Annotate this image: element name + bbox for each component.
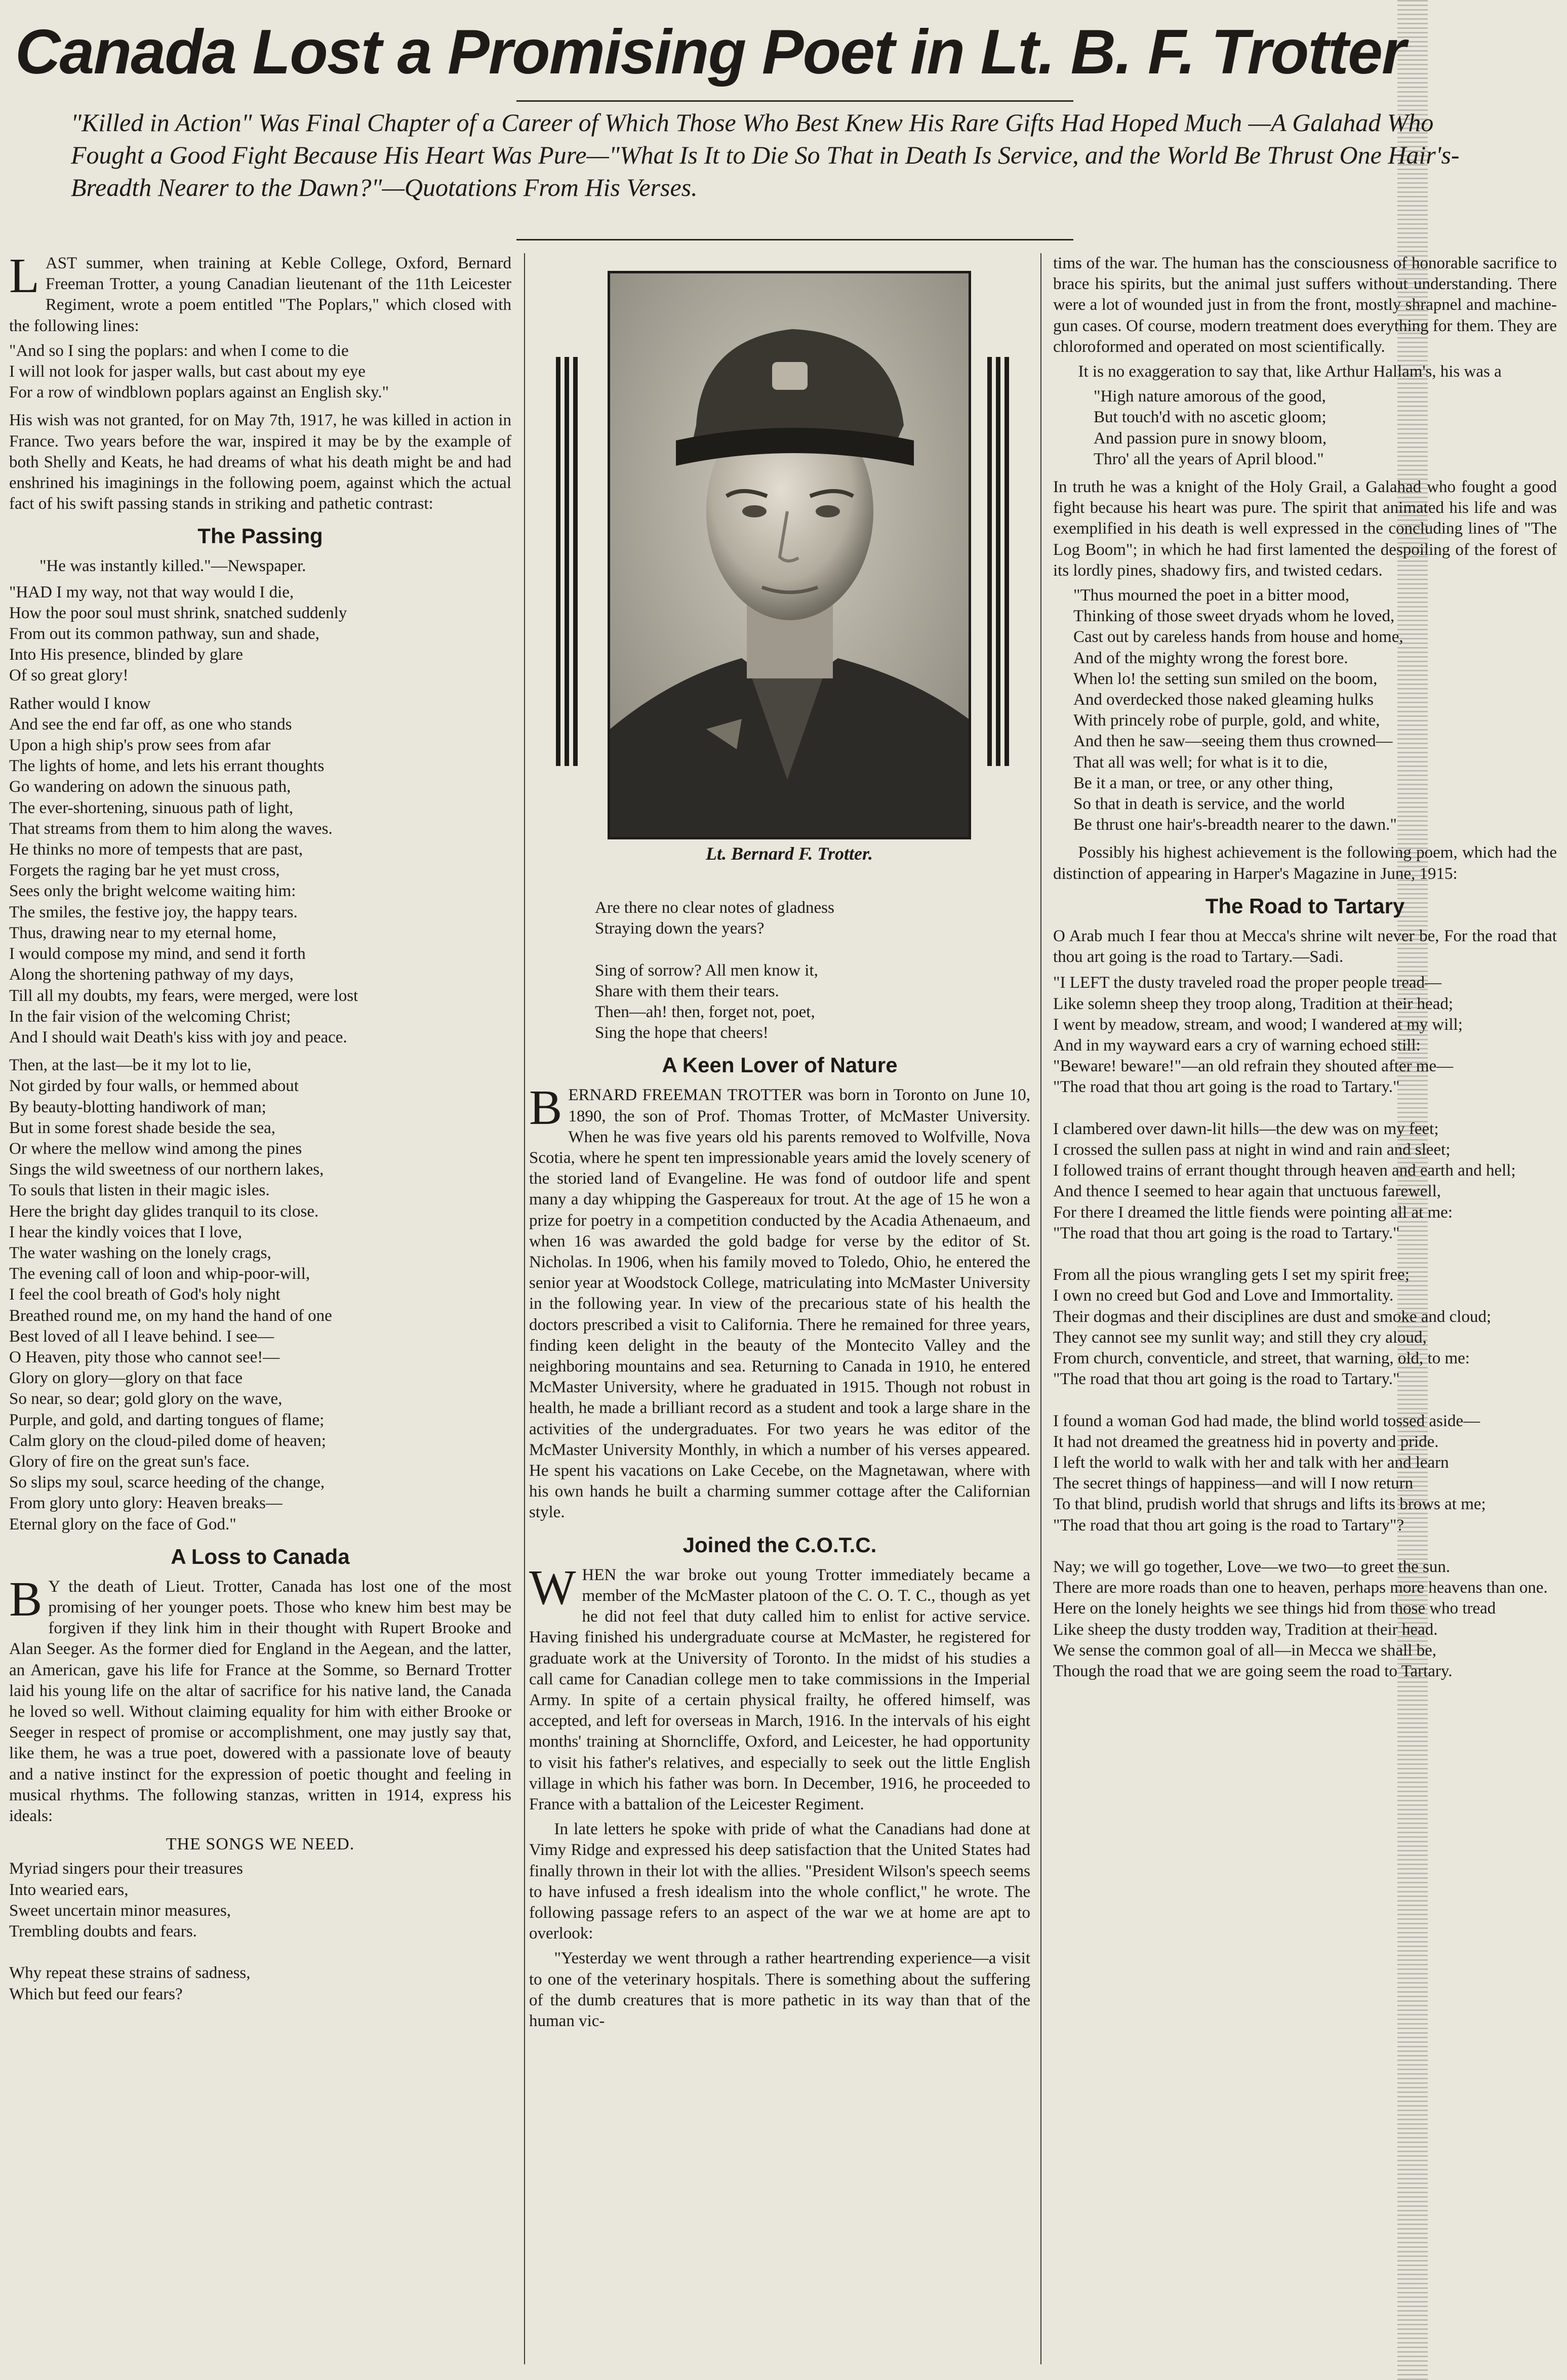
verse-line [1053,1390,1557,1410]
nature-paragraph: BERNARD FREEMAN TROTTER was born in Toronto on June 10, 1890, the son of Prof. Thomas Trotter, of McMaster University. When he was five years old his parents removed to Wolfville, Nova Scotia, where he spent ten impressionable years amid the lovely scenery of the storied land of Evangeline. He was fond of outdoor life and spent many a day whipping the Gaspereaux for trout. At the age of 15 he won a prize for poetry in a competition conducted by the Acadia Athenaeum, and when 16 was awarded the gold badge for verse by the editor of St. Nicholas. In 1906, when his family moved to Toledo, Ohio, he entered the senior year at Woodstock College, matriculating into McMaster University in the following year. In view of the precarious state of his health the doctors prescribed a visit to California. There he remained for three years, finding keen delight in the beauty of the Montecito Valley and the neighboring mountains and sea. Returning to Canada in 1910, he entered McMaster University, where he graduated in 1915. Though not robust in health, he made a brilliant record as a student and took a large share in the activities of the undergraduates. For two years he was editor of the McMaster University Monthly, in which a number of his verses appeared. He spent his vacations on Lake Cecebe, on the Magnetawan, where with his own hands he built a charming summer cottage after the Californian style. [529,1080,1030,1522]
headline: Canada Lost a Promising Poet in Lt. B. F. Trotter [15,17,1405,87]
verse-line: Trembling doubts and fears. [9,1922,197,1941]
poplars-verse [9,341,511,404]
verse-line: Thro' all the years of April blood." [1094,450,1324,468]
verse-line: We sense the common goal of all—in Mecca we shall be, [1053,1641,1437,1660]
verse-line: To that blind, prudish world that shrugs and lifts its brows at me; [1053,1495,1486,1514]
verse-line: And of the mighty wrong the forest bore. [1073,649,1348,667]
verse-line: "The road that thou art going is the road to Tartary." [1053,1370,1400,1389]
verse-line: "The road that thou art going is the road to Tartary." [1053,1224,1400,1242]
section-heading-cotc: Joined the C.O.T.C. [682,1532,877,1557]
verse-line: But in some forest shade beside the sea, [9,1118,276,1137]
soldier-portrait-image [610,273,969,837]
verse-line: Like sheep the dusty trodden way, Tradition at their head. [1053,1620,1438,1639]
verse-line: Of so great glory! [9,666,129,685]
column-separator-1 [524,253,525,2364]
column-2 [529,894,1030,2374]
verse-line: "HAD I my way, not that way would I die, [9,583,294,601]
verse-line: Myriad singers pour their treasures [9,1860,243,1878]
portrait-photo [608,271,971,839]
verse-line: Sing the hope that cheers! [595,1024,769,1042]
verse-line: "High nature amorous of the good, [1094,387,1326,406]
verse-line: I left the world to walk with her and talk with her and learn [1053,1453,1449,1472]
verse-line: He thinks no more of tempests that are past, [9,840,303,859]
passing-epigraph: "He was instantly killed."—Newspaper. [39,557,306,576]
verse-line: I own no creed but God and Love and Immortality. [1053,1286,1394,1305]
log-boom-verse [1073,585,1557,835]
column-1 [9,253,511,2374]
verse-line: Upon a high ship's prow sees from afar [9,736,271,755]
section-heading-loss: A Loss to Canada [171,1544,350,1568]
drop-cap: W [529,1560,576,1615]
verse-line: The smiles, the festive joy, the happy tears. [9,903,298,921]
verse-line: I followed trains of errant thought through heaven and earth and hell; [1053,1161,1516,1180]
verse-line: In the fair vision of the welcoming Christ; [9,1007,291,1026]
verse-line: Nay; we will go together, Love—we two—to greet the sun. [1053,1557,1451,1576]
verse-line: The water washing on the lonely crags, [9,1243,271,1262]
verse-line: I crossed the sullen pass at night in wind and rain and sleet; [1053,1140,1451,1159]
verse-line: Be it a man, or tree, or any other thing, [1073,774,1334,792]
passing-stanza-2 [9,694,511,1048]
verse-line: Forgets the raging bar he yet must cross, [9,861,280,880]
verse-line: "Thus mourned the poet in a bitter mood, [1073,586,1350,605]
verse-line: I hear the kindly voices that I love, [9,1223,243,1241]
verse-line: Though the road that we are going seem the road to Tartary. [1053,1662,1453,1680]
verse-line: Then—ah! then, forget not, poet, [595,1003,815,1022]
verse-line: Into His presence, blinded by glare [9,646,243,664]
verse-line: Why repeat these strains of sadness, [9,1964,251,1983]
cotc-paragraph: WHEN the war broke out young Trotter immediately became a member of the McMaster platoon of the C. O. T. C., though as yet he did not feel that duty called him to enlist for active service. Having finished his undergraduate course at McMaster, he registered for graduate work at the University of Toronto. In the midst of his studies a call came for Canadian college men to take commissions in the Imperial Army. In spite of a certain physical frailty, he offered himself, was accepted, and left for overseas in March, 1916. In the intervals of his eight months' training at Shorncliffe, Oxford, and Leicester, he had opportunity to visit his father's relatives, and especially to seek out the little English village in which his father was born. In December, 1916, he proceeded to France with a battalion of the Leicester Regiment. [529,1560,1030,1813]
section-heading-nature: A Keen Lover of Nature [662,1053,898,1077]
verse-line: With princely robe of purple, gold, and white, [1073,711,1380,730]
verse-line: By beauty-blotting handiwork of man; [9,1098,266,1116]
passing-stanza-3 [9,1055,511,1535]
verse-line: Breathed round me, on my hand the hand of one [9,1306,332,1325]
verse-line: Which but feed our fears? [9,1985,183,2003]
verse-line: That streams from them to him along the waves. [9,819,333,838]
verse-line: For a row of windblown poplars against an English sky." [9,383,389,402]
verse-line: Share with them their tears. [595,982,779,1000]
verse-line: And thence I seemed to hear again that unctuous farewell, [1053,1182,1441,1201]
verse-line: It had not dreamed the greatness hid in poverty and pride. [1053,1432,1439,1451]
drop-cap: B [9,1571,43,1627]
verse-line: "The road that thou art going is the road to Tartary." [1053,1078,1400,1097]
songs-title: THE SONGS WE NEED. [166,1835,355,1854]
verse-line: And in my wayward ears a cry of warning echoed still: [1053,1036,1421,1055]
verse-line: Glory of fire on the great sun's face. [9,1452,250,1471]
column-separator-2 [1040,253,1041,2364]
verse-line: Calm glory on the cloud-piled dome of heaven; [9,1431,326,1450]
quote-continued: tims of the war. The human has the consciousness of honorable sacrifice to brace his spirits, but the animal just suffers without understanding. There were a lot of wounded just in from the front, mostly shrapnel and machine-gun cases. Of course, modern treatment does everything for them. They are chloroformed and operated on most scientifically. [1053,254,1557,356]
verse-line: To souls that listen in their magic isles. [9,1181,270,1200]
verse-line: "I LEFT the dusty traveled road the proper people tread— [1053,974,1442,992]
verse-line [1053,1244,1557,1265]
verse-line: Go wandering on adown the sinuous path, [9,778,291,796]
verse-line: And I should wait Death's kiss with joy and peace. [9,1028,347,1046]
verse-line: I found a woman God had made, the blind world tossed aside— [1053,1411,1480,1430]
verse-line [1053,1098,1557,1119]
verse-line: The evening call of loon and whip-poor-will, [9,1265,310,1283]
verse-line: I clambered over dawn-lit hills—the dew was on my feet; [1053,1119,1439,1138]
verse-line: Here on the lonely heights we see things hid from those who tread [1053,1599,1496,1618]
verse-line: The lights of home, and lets his errant thoughts [9,757,325,776]
verse-line: Eternal glory on the face of God." [9,1515,236,1534]
harpers-paragraph: Possibly his highest achievement is the following poem, which had the distinction of appearing in Harper's Magazine in June, 1915: [1053,843,1557,883]
column-3 [1053,253,1557,2374]
hallam-paragraph: It is no exaggeration to say that, like Arthur Hallam's, his was a [1078,362,1502,381]
verse-line: The secret things of happiness—and will I now return [1053,1474,1414,1493]
verse-line: From all the pious wrangling gets I set my spirit free; [1053,1266,1410,1284]
verse-line: Thus, drawing near to my eternal home, [9,923,276,942]
verse-line: How the poor soul must shrink, snatched suddenly [9,603,347,622]
verse-line [9,1942,511,1963]
hallam-verse [1094,386,1557,470]
wish-paragraph: His wish was not granted, for on May 7th, 1917, he was killed in action in France. Two years before the war, inspired it may be by the example of both Shelly and Keats, he had dreams of what his death might be and had enshrined his imaginings in the following poem, against which the actual fact of his swift passing stands in striking and pathetic contrast: [9,411,511,513]
loss-paragraph: B Y the death of Lieut. Trotter, Canada has lost one of the most promising of her younger poets. Those who knew him best may be forgiven if they link him in their thought with Rupert Brooke and Alan Seeger. As the former died for England in the Aegean, and the latter, an American, gave his life for France at the Somme, so Bernard Trotter laid his young life on the altar of sacrifice for his native land, the Canada he loved so well. Without claiming equality for him with either Brooke or Seeger in respect of promise or accomplishment, one may justly say that, like them, he was a true poet, dowered with a passionate love of beauty and a native instinct for the expression of poetic thought and feeling in musical rhythms. The following stanzas, written in 1914, express his ideals: [9,1571,511,1826]
section-heading-passing: The Passing [197,524,323,548]
tartary-epigraph: O Arab much I fear thou at Mecca's shrine wilt never be, For the road that thou art going is the road to Tartary.—Sadi. [1053,926,1557,966]
verse-line: Purple, and gold, and darting tongues of flame; [9,1410,325,1429]
verse-line: "Beware! beware!"—an old refrain they shouted after me— [1053,1057,1454,1076]
verse-line: So near, so dear; gold glory on the wave, [9,1390,283,1408]
deck-top-rule [516,100,1073,102]
verse-line: Are there no clear notes of gladness [595,899,834,917]
verse-line: Into wearied ears, [9,1880,129,1899]
verse-line: I would compose my mind, and send it forth [9,945,306,963]
verse-line: Best loved of all I leave behind. I see— [9,1327,274,1346]
verse-line: Sings the wild sweetness of our northern lakes, [9,1160,324,1179]
verse-line: Rather would I know [9,694,151,713]
deck-subhead: "Killed in Action" Was Final Chapter of a Career of Which Those Who Best Knew His Rare Gifts Had Hoped Much —A Galahad Who Fought a Good Fight Because His Heart Was Pure—"What Is It to Die So That in Death Is Service, and the World Be Thrust One Hair's-Breadth Nearer to the Dawn?"—Quotations From His Verses. [71,108,1460,201]
decorative-bars-right [987,357,1014,766]
verse-line: Cast out by careless hands from house and home, [1073,628,1403,647]
verse-line: And then he saw—seeing them thus crowned— [1073,732,1393,751]
verse-line: They cannot see my sunlit way; and still they cry aloud, [1053,1328,1427,1347]
songs-verse-continued [595,898,1030,1043]
verse-line: And passion pure in snowy bloom, [1094,429,1327,448]
drop-cap: B [529,1080,562,1136]
deck-bottom-rule [516,239,1073,240]
verse-line [595,939,1030,960]
verse-line: Thinking of those sweet dryads whom he loved, [1073,607,1395,626]
verse-line: "And so I sing the poplars: and when I come to die [9,341,349,360]
verse-line: O Heaven, pity those who cannot see!— [9,1348,280,1366]
verse-line: And see the end far off, as one who stands [9,715,292,734]
verse-line: Then, at the last—be it my lot to lie, [9,1056,252,1075]
verse-line: Their dogmas and their disciplines are dust and smoke and cloud; [1053,1307,1492,1326]
verse-line: And overdecked those naked gleaming hulks [1073,691,1374,709]
verse-line: Be thrust one hair's-breadth nearer to the dawn." [1073,816,1397,834]
verse-line: I feel the cool breath of God's holy night [9,1285,280,1304]
songs-verse [9,1859,511,2004]
verse-line: Or where the mellow wind among the pines [9,1139,302,1158]
photo-caption: Lt. Bernard F. Trotter. [705,843,873,864]
verse-line: For there I dreamed the little fiends were pointing all at me: [1053,1203,1453,1222]
letters-quote: "Yesterday we went through a rather heartrending experience—a visit to one of the veterinary hospitals. There is something about the suffering of the dumb creatures that is more pathetic in its way than that of the human vic- [529,1949,1030,2030]
verse-line: So slips my soul, scarce heeding of the change, [9,1473,325,1492]
section-heading-tartary: The Road to Tartary [1205,894,1405,918]
passing-stanza-1 [9,582,511,687]
verse-line: From church, conventicle, and street, that warning, old, to me: [1053,1349,1470,1367]
verse-line: There are more roads than one to heaven, perhaps more heavens than one. [1053,1579,1548,1597]
letters-paragraph: In late letters he spoke with pride of what the Canadians had done at Vimy Ridge and expressed his deep satisfaction that the United States had finally thrown in their lot with the allies. "President Wilson's speech seems to have infused a fresh idealism into the whole conflict," he wrote. The following passage refers to an aspect of the war we at home are apt to overlook: [529,1820,1030,1943]
verse-line: When lo! the setting sun smiled on the boom, [1073,669,1378,688]
verse-line: Sees only the bright welcome waiting him: [9,882,296,901]
verse-line: Straying down the years? [595,919,765,938]
verse-line: Sweet uncertain minor measures, [9,1901,231,1920]
intro-paragraph: LAST summer, when training at Keble College, Oxford, Bernard Freeman Trotter, a young Canadian lieutenant of the 11th Leicester Regiment, wrote a poem entitled "The Poplars," which closed with the following lines: [9,253,511,335]
knight-paragraph: In truth he was a knight of the Holy Grail, a Galahad who fought a good fight because his heart was pure. The spirit that animated his life and was exemplified in his death is well expressed in the concluding lines of "The Log Boom"; in which he had first lamented the despoiling of the forest of its lordly pines, shadowy firs, and twisted cedars. [1053,478,1557,580]
drop-cap: L [9,253,39,303]
verse-line: From glory unto glory: Heaven breaks— [9,1494,283,1513]
verse-line: That all was well; for what is it to die, [1073,753,1328,772]
verse-line: The ever-shortening, sinuous path of light, [9,798,294,817]
decorative-bars-left [556,357,582,766]
verse-line [1053,1536,1557,1557]
verse-line: Glory on glory—glory on that face [9,1369,243,1388]
verse-line: Here the bright day glides tranquil to its close. [9,1202,319,1221]
verse-line: But touch'd with no ascetic gloom; [1094,408,1327,427]
verse-line: Like solemn sheep they troop along, Tradition at their head; [1053,994,1454,1013]
verse-line: So that in death is service, and the world [1073,795,1345,814]
verse-line: From out its common pathway, sun and shade, [9,625,319,643]
verse-line: Sing of sorrow? All men know it, [595,961,818,980]
tartary-verse [1053,973,1557,1682]
verse-line: Till all my doubts, my fears, were merged, were lost [9,986,358,1005]
verse-line: I went by meadow, stream, and wood; I wandered at my will; [1053,1015,1463,1034]
verse-line: Not girded by four walls, or hemmed about [9,1077,299,1096]
verse-line: Along the shortening pathway of my days, [9,965,294,984]
verse-line: "The road that thou art going is the road to Tartary"? [1053,1516,1404,1535]
verse-line: I will not look for jasper walls, but cast about my eye [9,362,366,381]
